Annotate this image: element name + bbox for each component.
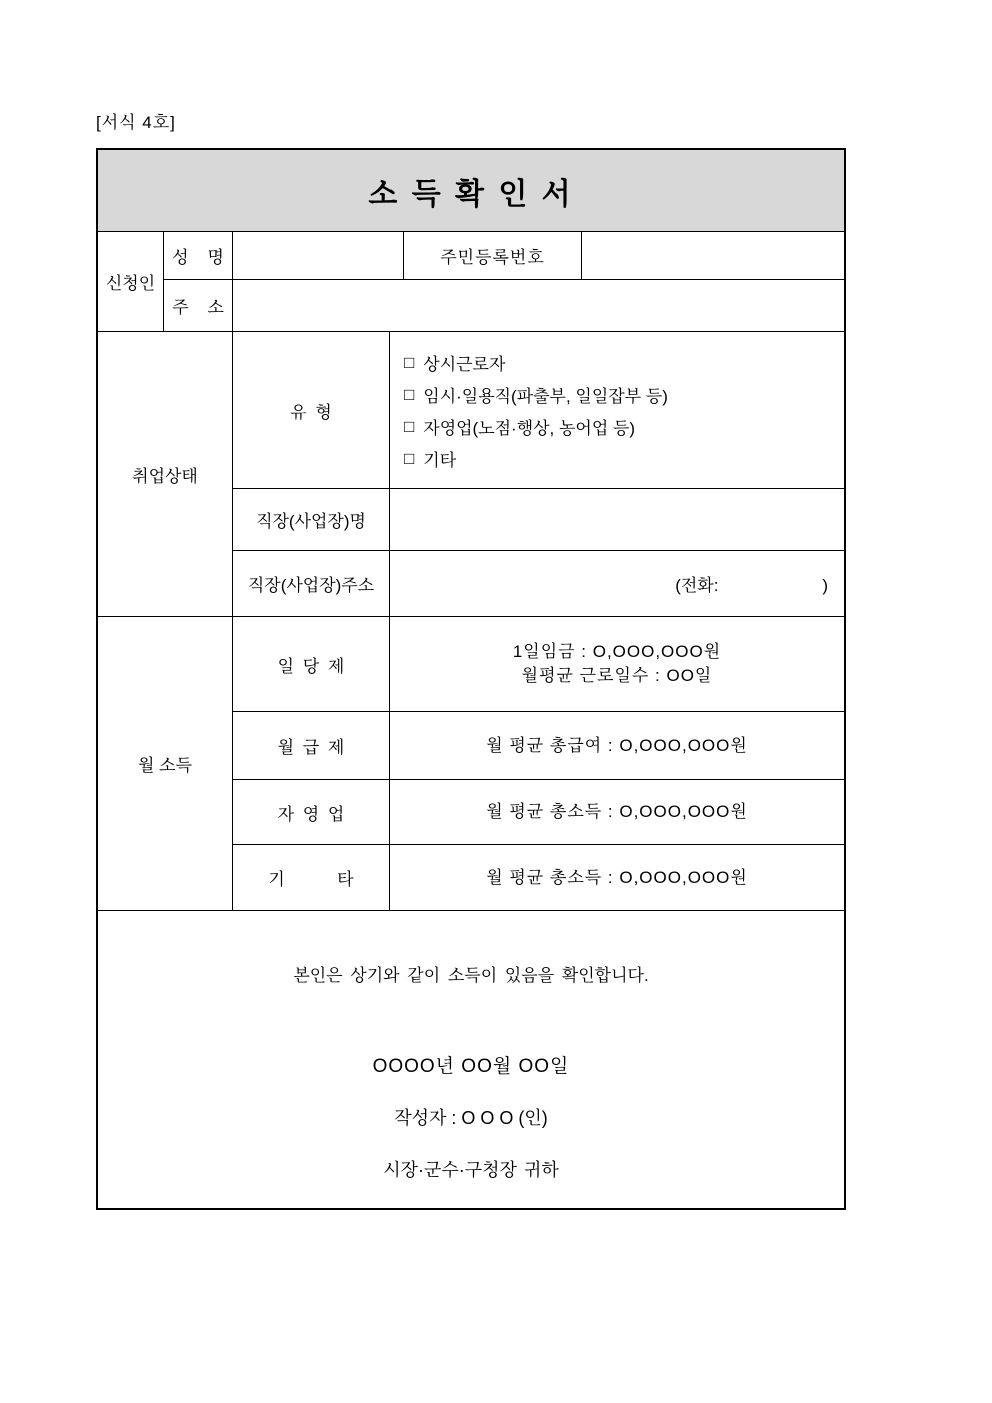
self-employed-row: [233, 780, 844, 845]
resident-number-label: 주민등록번호: [404, 232, 582, 279]
option-label: 자영업(노점·행상, 농어업 등): [423, 418, 636, 438]
monthly-salary-row: [233, 712, 844, 780]
employment-type-label: 유 형: [233, 332, 390, 488]
self-employed-value-cell[interactable]: [390, 780, 844, 844]
workplace-name-label: 직장(사업장)명: [233, 489, 390, 550]
option-label: 상시근로자: [423, 354, 506, 374]
signer-line: 작성자 : O O O (인): [394, 1108, 548, 1128]
checkbox-icon[interactable]: □: [404, 448, 415, 468]
workplace-name-input-cell[interactable]: [390, 489, 844, 550]
recipient-line: 시장·군수·구청장 귀하: [383, 1160, 559, 1180]
applicant-name-row: [164, 232, 844, 280]
address-label: 주 소: [164, 280, 233, 331]
other-income-line1: 월 평균 총소득 : O,OOO,OOO원: [486, 867, 748, 887]
phone-label: (전화: ): [675, 576, 828, 595]
option-other: [404, 442, 844, 474]
address-input-cell[interactable]: [233, 280, 844, 331]
form-title: 소 득 확 인 서: [98, 150, 844, 232]
option-label: 기타: [423, 450, 457, 470]
applicant-section-label: 신청인: [98, 232, 164, 331]
other-income-value-cell[interactable]: [390, 845, 844, 910]
option-label: 임시·일용직(파출부, 일일잡부 등): [423, 386, 668, 406]
checkbox-icon[interactable]: □: [404, 416, 415, 436]
other-income-label: 기 타: [233, 845, 390, 910]
checkbox-icon[interactable]: □: [404, 352, 415, 372]
employment-type-options: [390, 332, 844, 488]
employment-status-section: [98, 332, 844, 617]
workplace-address-label: 직장(사업장)주소: [233, 551, 390, 616]
employment-section-label: 취업상태: [98, 332, 233, 616]
form-number: [서식 4호]: [96, 113, 176, 132]
signature-section: [98, 911, 844, 1208]
confirmation-statement: 본인은 상기와 같이 소득이 있음을 확인합니다.: [293, 966, 649, 985]
daily-wage-line1: 1일임금 : O,OOO,OOO원: [512, 642, 722, 661]
workplace-address-input-cell[interactable]: [390, 551, 844, 616]
employment-type-row: [233, 332, 844, 489]
income-confirmation-form-table: [96, 148, 846, 1210]
daily-wage-label: 일 당 제: [233, 617, 390, 711]
daily-wage-value-cell[interactable]: [390, 617, 844, 711]
checkbox-icon[interactable]: □: [404, 384, 415, 404]
name-label: 성 명: [164, 232, 233, 279]
applicant-address-row: [164, 280, 844, 331]
workplace-address-row: [233, 551, 844, 616]
monthly-salary-label: 월 급 제: [233, 712, 390, 779]
income-section-label: 월 소득: [98, 617, 233, 910]
workplace-name-row: [233, 489, 844, 551]
date-line: OOOO년 OO월 OO일: [372, 1056, 570, 1077]
option-regular-worker: [404, 346, 844, 378]
other-income-row: [233, 845, 844, 910]
self-employed-line1: 월 평균 총소득 : O,OOO,OOO원: [486, 802, 748, 821]
applicant-section: [98, 232, 844, 332]
option-temporary-worker: [404, 378, 844, 410]
monthly-salary-value-cell[interactable]: [390, 712, 844, 779]
daily-wage-line2: 월평균 근로일수 : OO일: [521, 666, 713, 685]
monthly-income-section: [98, 617, 844, 911]
daily-wage-row: [233, 617, 844, 712]
resident-number-input-cell[interactable]: [582, 232, 844, 279]
self-employed-label: 자 영 업: [233, 780, 390, 844]
option-self-employed: [404, 410, 844, 442]
monthly-salary-line1: 월 평균 총급여 : O,OOO,OOO원: [486, 735, 748, 755]
name-input-cell[interactable]: [233, 232, 404, 279]
